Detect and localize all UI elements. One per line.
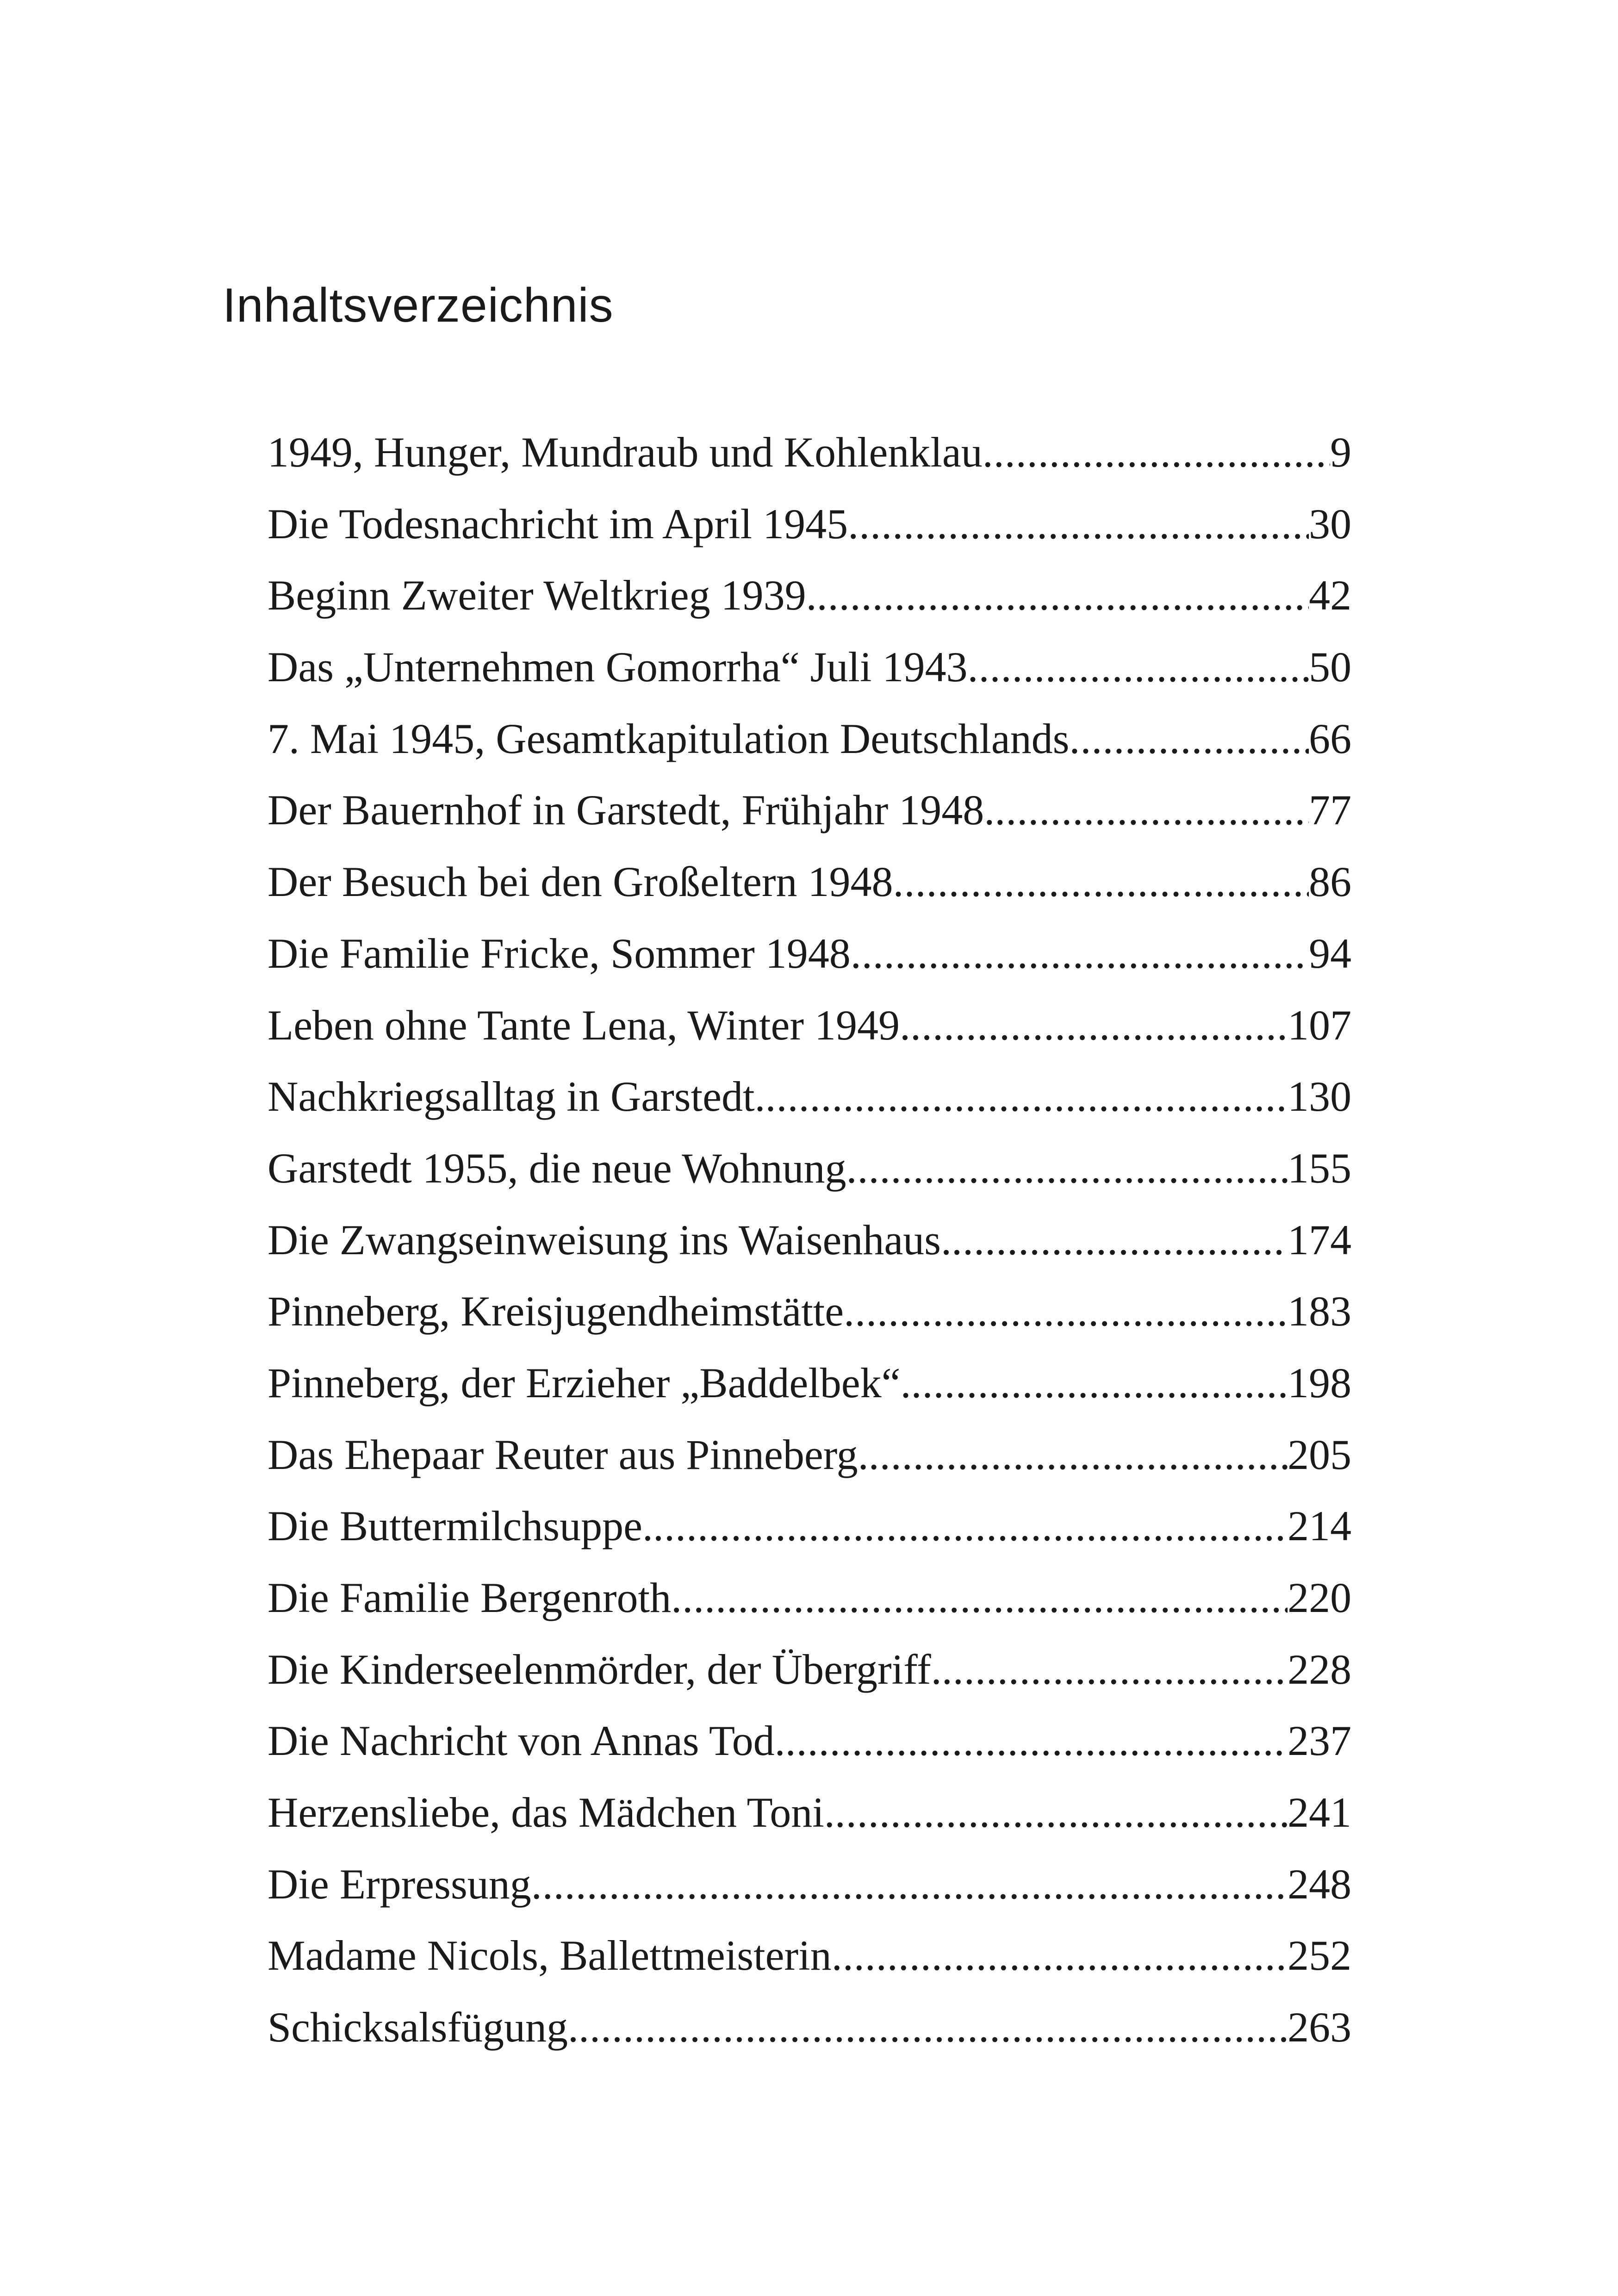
- dot-leader: [817, 560, 1309, 631]
- toc-entry: [268, 1634, 1351, 1705]
- toc-entry-title: Madame Nicols, Ballettmeisterin: [268, 1932, 832, 1979]
- toc-entry-page-number: 214: [1288, 1502, 1351, 1550]
- toc-entry: [268, 488, 1351, 560]
- toc-entry-page-number: 205: [1288, 1431, 1351, 1478]
- toc-entry-page-number: 237: [1288, 1717, 1351, 1765]
- toc-entry: [268, 1347, 1351, 1419]
- dot-leader: [911, 1347, 1288, 1419]
- toc-entry-page-number: 198: [1288, 1359, 1351, 1406]
- toc-entry: [268, 1490, 1351, 1562]
- toc-entry-page-number: 248: [1288, 1860, 1351, 1908]
- toc-entry-page-number: 30: [1309, 500, 1351, 548]
- toc-entry-page-number: 94: [1309, 929, 1351, 977]
- toc-entry: [268, 1562, 1351, 1634]
- toc-entry-title: 7. Mai 1945, Gesamtkapitulation Deutschlands: [268, 715, 1070, 762]
- dot-leader: [653, 1490, 1288, 1562]
- dot-leader: [835, 1777, 1288, 1848]
- toc-entry-title: Die Erpressung: [268, 1860, 531, 1908]
- toc-entry-title: Der Bauernhof in Garstedt, Frühjahr 1948.: [268, 786, 995, 834]
- toc-entry-title: Pinneberg, der Erzieher „Baddelbek“.: [268, 1359, 911, 1406]
- toc-entry-page-number: 86: [1309, 858, 1351, 906]
- toc-entry-page-number: 228: [1288, 1645, 1351, 1693]
- toc-entry-title: Die Zwangseinweisung ins Waisenhaus.: [268, 1216, 952, 1263]
- toc-entry-title: Herzensliebe, das Mädchen Toni.: [268, 1789, 835, 1836]
- toc-list: [268, 417, 1351, 2063]
- toc-entry-page-number: 155: [1288, 1144, 1351, 1192]
- toc-entry: [268, 1777, 1351, 1848]
- dot-leader: [995, 774, 1309, 846]
- toc-entry-page-number: 130: [1288, 1073, 1351, 1120]
- toc-entry-page-number: 252: [1288, 1932, 1351, 1979]
- toc-entry-page-number: 107: [1288, 1001, 1351, 1049]
- dot-leader: [967, 631, 1309, 703]
- toc-entry-title: Garstedt 1955, die neue Wohnung: [268, 1144, 846, 1192]
- dot-leader: [952, 1204, 1288, 1276]
- toc-entry-title: Das Ehepaar Reuter aus Pinneberg.: [268, 1431, 869, 1478]
- dot-leader: [869, 1419, 1288, 1491]
- toc-entry-page-number: 66: [1309, 715, 1351, 762]
- toc-entry: [268, 1204, 1351, 1276]
- toc-entry: [268, 560, 1351, 631]
- toc-entry: [268, 631, 1351, 703]
- toc-entry: [268, 1132, 1351, 1204]
- toc-entry-title: 1949, Hunger, Mundraub und Kohlenklau: [268, 429, 983, 476]
- toc-entry-page-number: 241: [1288, 1789, 1351, 1836]
- toc-entry-page-number: 77: [1309, 786, 1351, 834]
- toc-entry-title: Die Nachricht von Annas Tod.: [268, 1717, 785, 1765]
- dot-leader: [983, 417, 1330, 488]
- toc-entry: [268, 846, 1351, 918]
- dot-leader: [942, 1634, 1288, 1705]
- toc-entry: [268, 1848, 1351, 1920]
- toc-entry-page-number: 42: [1309, 572, 1351, 619]
- toc-entry: [268, 918, 1351, 989]
- toc-entry-title: Die Familie Fricke, Sommer 1948: [268, 929, 851, 977]
- toc-entry-page-number: 220: [1288, 1574, 1351, 1621]
- dot-leader: [671, 1562, 1288, 1634]
- toc-entry-title: Die Todesnachricht im April 1945: [268, 500, 848, 548]
- toc-entry-title: Beginn Zweiter Weltkrieg 1939.: [268, 572, 817, 619]
- toc-heading: Inhaltsverzeichnis: [223, 279, 614, 332]
- toc-entry: [268, 703, 1351, 775]
- toc-entry: [268, 989, 1351, 1061]
- dot-leader: [765, 1061, 1288, 1132]
- toc-entry: [268, 774, 1351, 846]
- toc-entry-title: Leben ohne Tante Lena, Winter 1949.: [268, 1001, 910, 1049]
- toc-entry-page-number: 174: [1288, 1216, 1351, 1263]
- toc-entry-title: Das „Unternehmen Gomorrha“ Juli 1943: [268, 643, 968, 691]
- toc-entry-title: Die Buttermilchsuppe.: [268, 1502, 653, 1550]
- toc-entry: [268, 1276, 1351, 1347]
- dot-leader: [579, 1991, 1288, 2063]
- dot-leader: [851, 918, 1309, 989]
- toc-entry-page-number: 183: [1288, 1288, 1351, 1335]
- dot-leader: [910, 989, 1288, 1061]
- toc-entry: [268, 1705, 1351, 1777]
- toc-entry: [268, 1991, 1351, 2063]
- toc-entry: [268, 1419, 1351, 1491]
- dot-leader: [893, 846, 1309, 918]
- dot-leader: [531, 1848, 1288, 1920]
- toc-entry-title: Pinneberg, Kreisjugendheimstätte: [268, 1288, 844, 1335]
- toc-entry: [268, 417, 1351, 488]
- toc-entry-title: Der Besuch bei den Großeltern 1948: [268, 858, 893, 906]
- toc-entry: [268, 1920, 1351, 1991]
- toc-entry-title: Die Familie Bergenroth: [268, 1574, 672, 1621]
- dot-leader: [1069, 703, 1309, 775]
- toc-entry-page-number: 50: [1309, 643, 1351, 691]
- toc-entry-title: Schicksalsfügung.: [268, 2004, 579, 2051]
- toc-entry-title: Nachkriegsalltag in Garstedt.: [268, 1073, 765, 1120]
- dot-leader: [832, 1920, 1288, 1991]
- dot-leader: [844, 1276, 1288, 1347]
- dot-leader: [846, 1132, 1288, 1204]
- toc-entry-page-number: 263: [1288, 2004, 1351, 2051]
- toc-entry-title: Die Kinderseelenmörder, der Übergriff.: [268, 1645, 942, 1693]
- dot-leader: [848, 488, 1309, 560]
- toc-entry: [268, 1061, 1351, 1132]
- dot-leader: [785, 1705, 1288, 1777]
- toc-entry-page-number: 9: [1330, 429, 1351, 476]
